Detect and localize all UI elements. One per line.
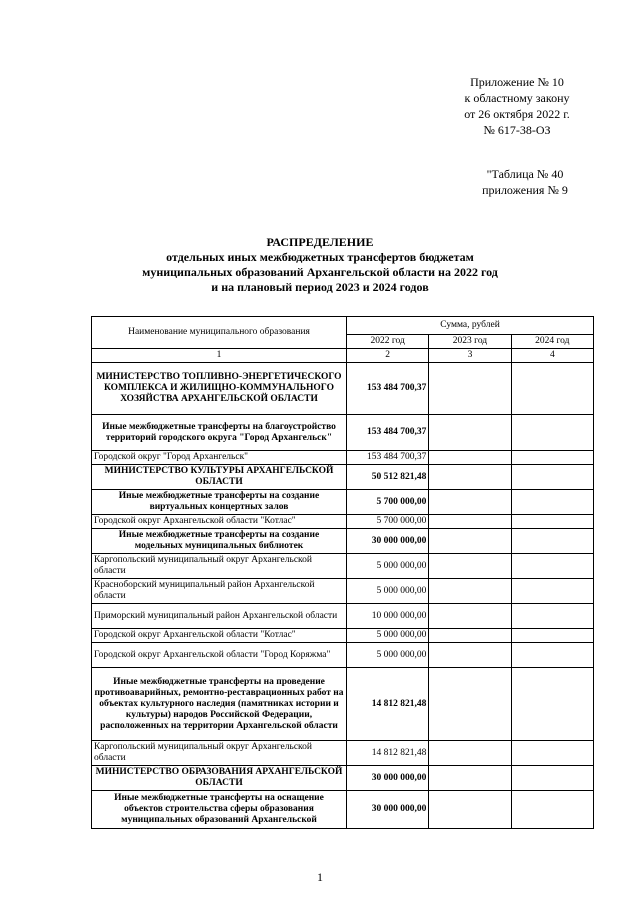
row-name: МИНИСТЕРСТВО ОБРАЗОВАНИЯ АРХАНГЕЛЬСКОЙ ОБЛАСТИ <box>92 766 347 791</box>
row-value-2023 <box>429 515 511 529</box>
row-value-2023 <box>429 465 511 490</box>
table-row <box>92 604 594 629</box>
row-value-2022: 5 700 000,00 <box>347 515 429 529</box>
header-year-2023: 2023 год <box>429 335 511 349</box>
header-name: Наименование муниципального образования <box>92 317 347 349</box>
col-number-1: 1 <box>92 349 347 363</box>
row-value-2023 <box>429 791 511 829</box>
row-name: Иные межбюджетные трансферты на проведение противоаварийных, ремонтно-реставрационных работ на объектах культурного наследия (памятниках истории и культуры) народов Российской Федерации, расположенных на территории Архангельской области <box>92 668 347 741</box>
row-name: МИНИСТЕРСТВО КУЛЬТУРЫ АРХАНГЕЛЬСКОЙ ОБЛАСТИ <box>92 465 347 490</box>
table-row <box>92 766 594 791</box>
table-header-row <box>92 317 594 335</box>
row-value-2023 <box>429 363 511 415</box>
row-name: Иные межбюджетные трансферты на оснащение объектов строительства сферы образования муниципальных образований Архангельской <box>92 791 347 829</box>
row-value-2023 <box>429 554 511 579</box>
table-row <box>92 415 594 451</box>
table-row <box>92 668 594 741</box>
row-name: Приморский муниципальный район Архангельской области <box>92 604 347 629</box>
row-name: Иные межбюджетные трансферты на создание виртуальных концертных залов <box>92 490 347 515</box>
row-value-2023 <box>429 451 511 465</box>
row-value-2022: 50 512 821,48 <box>347 465 429 490</box>
row-value-2022: 30 000 000,00 <box>347 791 429 829</box>
row-name: Иные межбюджетные трансферты на благоустройство территорий городского округа "Город Архангельск" <box>92 415 347 451</box>
row-value-2022: 5 000 000,00 <box>347 554 429 579</box>
row-value-2023 <box>429 643 511 668</box>
table-row <box>92 643 594 668</box>
table-reference <box>475 166 575 198</box>
page-number: 1 <box>317 870 323 884</box>
header-sum: Сумма, рублей <box>347 317 594 335</box>
table-row <box>92 451 594 465</box>
col-number-4: 4 <box>511 349 593 363</box>
table-row <box>92 629 594 643</box>
row-value-2024 <box>511 579 593 604</box>
row-value-2024 <box>511 451 593 465</box>
row-name: Иные межбюджетные трансферты на создание модельных муниципальных библиотек <box>92 529 347 554</box>
table-row <box>92 741 594 766</box>
row-value-2024 <box>511 766 593 791</box>
row-value-2024 <box>511 465 593 490</box>
title-line-1: РАСПРЕДЕЛЕНИЕ <box>266 235 374 249</box>
row-value-2022: 153 484 700,37 <box>347 363 429 415</box>
row-value-2023 <box>429 668 511 741</box>
row-value-2022: 5 000 000,00 <box>347 629 429 643</box>
document-title <box>0 235 640 295</box>
row-value-2023 <box>429 490 511 515</box>
col-number-3: 3 <box>429 349 511 363</box>
row-value-2022: 5 000 000,00 <box>347 579 429 604</box>
row-value-2023 <box>429 579 511 604</box>
table-row <box>92 579 594 604</box>
title-line-4: и на плановый период 2023 и 2024 годов <box>211 280 429 294</box>
row-value-2024 <box>511 363 593 415</box>
row-name: Городской округ Архангельской области "Город Коряжма" <box>92 643 347 668</box>
header-year-2022: 2022 год <box>347 335 429 349</box>
col-number-2: 2 <box>347 349 429 363</box>
title-line-2: отдельных иных межбюджетных трансфертов бюджетам <box>166 250 474 264</box>
appendix-line-1: Приложение № 10 <box>470 75 564 89</box>
row-value-2024 <box>511 629 593 643</box>
appendix-line-2: к областному закону <box>464 91 570 105</box>
row-value-2024 <box>511 643 593 668</box>
row-value-2024 <box>511 554 593 579</box>
column-number-row <box>92 349 594 363</box>
row-value-2024 <box>511 668 593 741</box>
row-value-2022: 153 484 700,37 <box>347 415 429 451</box>
table-row <box>92 529 594 554</box>
row-value-2022: 153 484 700,37 <box>347 451 429 465</box>
row-value-2022: 14 812 821,48 <box>347 741 429 766</box>
row-name: Красноборский муниципальный район Архангельской области <box>92 579 347 604</box>
row-name: Городской округ Архангельской области "Котлас" <box>92 629 347 643</box>
row-name: Каргопольский муниципальный округ Архангельской области <box>92 741 347 766</box>
row-value-2024 <box>511 791 593 829</box>
row-value-2022: 14 812 821,48 <box>347 668 429 741</box>
row-value-2024 <box>511 741 593 766</box>
distribution-table <box>91 316 594 829</box>
table-row <box>92 515 594 529</box>
row-value-2023 <box>429 415 511 451</box>
row-value-2022: 5 700 000,00 <box>347 490 429 515</box>
table-ref-line-2: приложения № 9 <box>482 183 568 197</box>
row-name: Городской округ "Город Архангельск" <box>92 451 347 465</box>
table-row <box>92 465 594 490</box>
table-row <box>92 791 594 829</box>
row-value-2023 <box>429 741 511 766</box>
appendix-header <box>452 74 582 138</box>
appendix-line-3: от 26 октября 2022 г. <box>464 107 570 121</box>
row-name: МИНИСТЕРСТВО ТОПЛИВНО-ЭНЕРГЕТИЧЕСКОГО КОМПЛЕКСА И ЖИЛИЩНО-КОММУНАЛЬНОГО ХОЗЯЙСТВА АРХАНГЕЛЬСКОЙ ОБЛАСТИ <box>92 363 347 415</box>
row-value-2024 <box>511 490 593 515</box>
row-value-2022: 30 000 000,00 <box>347 766 429 791</box>
row-value-2022: 30 000 000,00 <box>347 529 429 554</box>
row-value-2024 <box>511 515 593 529</box>
table-ref-line-1: "Таблица № 40 <box>486 167 564 181</box>
row-value-2023 <box>429 766 511 791</box>
row-name: Каргопольский муниципальный округ Архангельской области <box>92 554 347 579</box>
row-value-2024 <box>511 604 593 629</box>
title-line-3: муниципальных образований Архангельской области на 2022 год <box>142 265 498 279</box>
row-value-2023 <box>429 604 511 629</box>
row-value-2022: 10 000 000,00 <box>347 604 429 629</box>
row-value-2022: 5 000 000,00 <box>347 643 429 668</box>
row-value-2023 <box>429 629 511 643</box>
table-row <box>92 490 594 515</box>
row-value-2024 <box>511 529 593 554</box>
appendix-line-4: № 617-38-ОЗ <box>483 123 551 137</box>
row-value-2024 <box>511 415 593 451</box>
header-year-2024: 2024 год <box>511 335 593 349</box>
row-value-2023 <box>429 529 511 554</box>
table-row <box>92 363 594 415</box>
row-name: Городской округ Архангельской области "Котлас" <box>92 515 347 529</box>
table-row <box>92 554 594 579</box>
